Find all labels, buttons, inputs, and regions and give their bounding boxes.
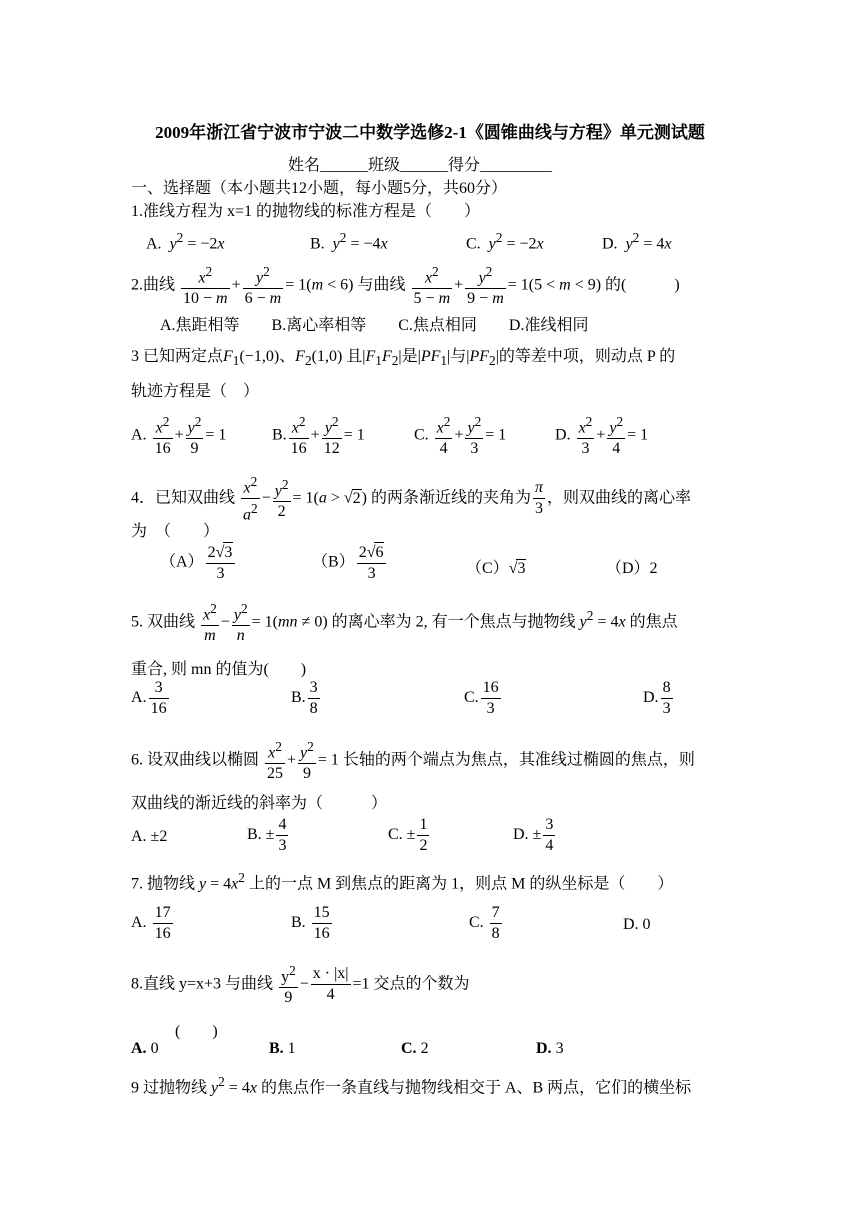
- q4-option-c: （C）√3: [466, 560, 526, 577]
- q6-option-c: C. ± $\frac{1}{2}$: [388, 816, 428, 854]
- question-3: 3 已知两定点$F_1(-1,0)$、$F_2(1,0)$ 且$|F_1F_2|$是$|PF_1|$与$|PF_2|$的等差中项，则动点 P 的: [131, 348, 676, 369]
- q6-option-a: A. ±2: [131, 828, 168, 845]
- page-title: 2009年浙江省宁波市宁波二中数学选修2-1《圆锥曲线与方程》单元测试题: [155, 123, 705, 142]
- q1-option-c: C. $y^2 = -2x$: [466, 230, 544, 253]
- question-8: 8.直线 y=x+3 与曲线 $\frac{y^2}{9}$ − $\frac{x \cdot |x|}{4}$ =1 交点的个数为: [131, 963, 470, 1007]
- q5-options: [131, 678, 731, 726]
- question-2: 2.曲线 $\frac{x^2}{10 - m}$ + $\frac{y^2}{6 - m}$ = 1(m < 6) 与曲线 $\frac{x^2}{5 - m}$ + $\frac{y^2}{9 - m}$ = 1(5 < m < 9) 的( ): [131, 264, 680, 308]
- question-4: 4．已知双曲线 $\frac{x^2}{a^2}$ − $\frac{y^2}{2}$ = 1(a > √2) 的两条渐近线的夹角为 $\frac{\pi}{3}$ ，则双曲线的离心率: [131, 474, 692, 524]
- q2-options: A.焦距相等 B.离心率相等 C.焦点相同 D.准线相同: [160, 317, 589, 334]
- student-info: 姓名______班级______得分_________: [288, 157, 553, 174]
- q5-option-d: D. $\frac{8}{3}$: [643, 679, 671, 717]
- q7-option-b: B. $\frac{15}{16}$: [291, 904, 330, 942]
- q8-option-a: A. 0: [131, 1040, 159, 1057]
- q4-option-d: （D）2: [606, 560, 658, 577]
- section-header: 一、选择题（本小题共12小题，每小题5分，共60分）: [131, 180, 508, 197]
- question-5: 5. 双曲线 $\frac{x^2}{m}$ − $\frac{y^2}{n}$ = 1(mn ≠ 0) 的离心率为 2, 有一个焦点与抛物线 $y^2 = 4x$ 的焦点: [131, 601, 678, 645]
- q1-option-b: B. $y^2 = -4x$: [310, 230, 388, 253]
- question-9: 9 过抛物线 $y^2 = 4x$ 的焦点作一条直线与抛物线相交于 A、B 两点，它们的横坐标: [131, 1074, 692, 1097]
- question-6: 6. 设双曲线以椭圆 $\frac{x^2}{25}$ + $\frac{y^2}{9}$ = 1 长轴的两个端点为焦点，其准线过椭圆的焦点，则: [131, 739, 695, 783]
- q3-option-c: C. $\frac{x^2}{4}$ + $\frac{y^2}{3}$ = 1: [414, 414, 507, 458]
- q8-options: [131, 1040, 731, 1062]
- q3-option-a: A. $\frac{x^2}{16}$ + $\frac{y^2}{9}$ = 1: [131, 414, 227, 458]
- q1-option-a: A. $y^2 = -2x$: [146, 230, 225, 253]
- q6-options: [131, 815, 731, 863]
- q8-option-d: D. 3: [536, 1040, 564, 1057]
- q5-option-a: A. $\frac{3}{16}$: [131, 679, 167, 717]
- q6-option-d: D. ± $\frac{3}{4}$: [513, 816, 554, 854]
- q3-options: [131, 412, 731, 460]
- q7-option-d: D. 0: [623, 916, 651, 933]
- q6-option-b: B. ± $\frac{4}{3}$: [247, 816, 287, 854]
- q5-line2: 重合, 则 mn 的值为( ): [131, 661, 307, 678]
- q5-option-b: B. $\frac{3}{8}$: [291, 679, 318, 717]
- q3-line2: 轨迹方程是（ ）: [131, 383, 260, 400]
- q1-stem: 1.准线方程为 x=1 的抛物线的标准方程是（ ）: [131, 203, 481, 220]
- q3-option-b: B. $\frac{x^2}{16}$ + $\frac{y^2}{12}$ = 1: [272, 414, 365, 458]
- q4-options: [160, 542, 720, 590]
- q7-option-a: A. $\frac{17}{16}$: [131, 904, 171, 942]
- q4-option-a: （A） $\frac{2√3}{3}$: [160, 542, 237, 584]
- q8-option-b: B. 1: [269, 1040, 296, 1057]
- q8-option-c: C. 2: [401, 1040, 429, 1057]
- q3-option-d: D. $\frac{x^2}{3}$ + $\frac{y^2}{4}$ = 1: [555, 414, 649, 458]
- q6-line2: 双曲线的渐近线的斜率为（ ）: [131, 795, 388, 812]
- q5-option-c: C. $\frac{16}{3}$: [464, 679, 499, 717]
- q4-line2: 为 （ ）: [131, 523, 220, 540]
- q8-paren: ( ): [175, 1023, 218, 1040]
- question-1: [131, 198, 480, 221]
- q1-option-d: D. $y^2 = 4x$: [602, 230, 672, 253]
- q7-options: [131, 903, 731, 951]
- q7-option-c: C. $\frac{7}{8}$: [469, 904, 500, 942]
- q4-option-b: （B） $\frac{2√6}{3}$: [312, 542, 388, 584]
- question-7: 7. 抛物线 $y = 4x^2$ 上的一点 M 到焦点的距离为 1，则点 M 的纵坐标是（ ）: [131, 870, 674, 893]
